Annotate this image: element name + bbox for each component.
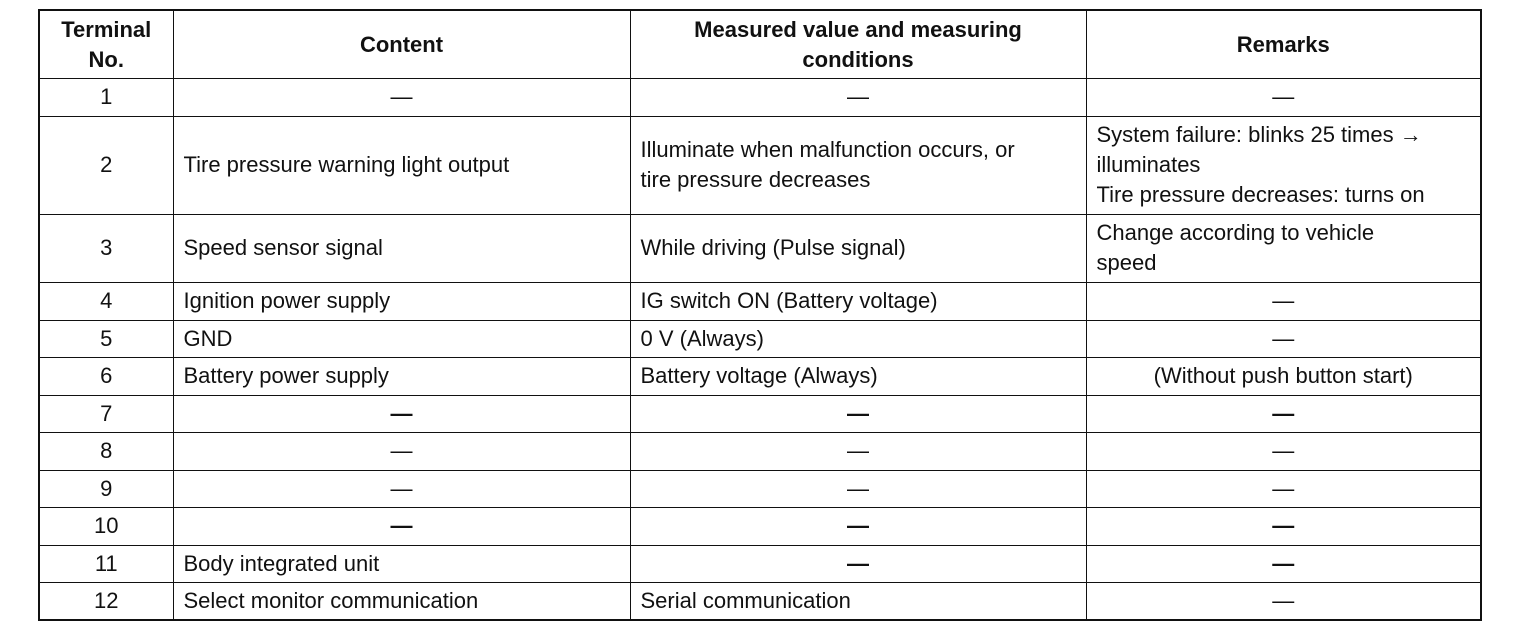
table-row <box>39 507 1481 545</box>
cell-remarks: — <box>1086 432 1481 470</box>
cell-terminal-no: 7 <box>39 395 173 432</box>
cell-measured: — <box>630 545 1086 582</box>
cell-measured: Battery voltage (Always) <box>630 357 1086 395</box>
cell-terminal-no: 8 <box>39 432 173 470</box>
cell-remarks: (Without push button start) <box>1086 357 1481 395</box>
table-row <box>39 432 1481 470</box>
cell-remarks: — <box>1086 545 1481 582</box>
cell-terminal-no: 4 <box>39 282 173 320</box>
cell-measured: Serial communication <box>630 582 1086 620</box>
cell-content: GND <box>173 320 630 357</box>
cell-measured: — <box>630 432 1086 470</box>
cell-content: Select monitor communication <box>173 582 630 620</box>
cell-remarks: — <box>1086 507 1481 545</box>
cell-remarks: — <box>1086 320 1481 357</box>
cell-remarks: — <box>1086 470 1481 507</box>
cell-content: — <box>173 395 630 432</box>
header-content: Content <box>173 10 630 78</box>
table-row <box>39 320 1481 357</box>
cell-content: — <box>173 432 630 470</box>
cell-measured: 0 V (Always) <box>630 320 1086 357</box>
terminal-table <box>38 9 1482 621</box>
header-terminal-no: Terminal No. <box>39 10 173 78</box>
table-row <box>39 282 1481 320</box>
cell-measured: — <box>630 78 1086 116</box>
cell-terminal-no: 1 <box>39 78 173 116</box>
cell-content: Tire pressure warning light output <box>173 116 630 214</box>
cell-terminal-no: 3 <box>39 214 173 282</box>
cell-terminal-no: 9 <box>39 470 173 507</box>
cell-terminal-no: 11 <box>39 545 173 582</box>
table-row <box>39 78 1481 116</box>
cell-measured: Illuminate when malfunction occurs, or tire pressure decreases <box>630 116 1086 214</box>
table-row <box>39 214 1481 282</box>
cell-content: Body integrated unit <box>173 545 630 582</box>
header-measured-value: Measured value and measuring conditions <box>630 10 1086 78</box>
header-remarks: Remarks <box>1086 10 1481 78</box>
table-row <box>39 395 1481 432</box>
cell-content: — <box>173 470 630 507</box>
table-row <box>39 357 1481 395</box>
cell-terminal-no: 2 <box>39 116 173 214</box>
cell-measured: While driving (Pulse signal) <box>630 214 1086 282</box>
table-row <box>39 116 1481 214</box>
cell-terminal-no: 5 <box>39 320 173 357</box>
cell-terminal-no: 10 <box>39 507 173 545</box>
header-row <box>39 10 1481 78</box>
cell-remarks: System failure: blinks 25 times → illuminates Tire pressure decreases: turns on <box>1086 116 1481 214</box>
cell-terminal-no: 6 <box>39 357 173 395</box>
cell-remarks: Change according to vehicle speed <box>1086 214 1481 282</box>
cell-content: Battery power supply <box>173 357 630 395</box>
cell-remarks: — <box>1086 282 1481 320</box>
cell-content: — <box>173 78 630 116</box>
cell-measured: — <box>630 395 1086 432</box>
cell-remarks: — <box>1086 582 1481 620</box>
table-row <box>39 470 1481 507</box>
cell-remarks: — <box>1086 78 1481 116</box>
table-row <box>39 582 1481 620</box>
cell-remarks: — <box>1086 395 1481 432</box>
cell-measured: — <box>630 507 1086 545</box>
cell-content: — <box>173 507 630 545</box>
cell-measured: IG switch ON (Battery voltage) <box>630 282 1086 320</box>
cell-terminal-no: 12 <box>39 582 173 620</box>
cell-content: Speed sensor signal <box>173 214 630 282</box>
table-row <box>39 545 1481 582</box>
cell-measured: — <box>630 470 1086 507</box>
cell-content: Ignition power supply <box>173 282 630 320</box>
